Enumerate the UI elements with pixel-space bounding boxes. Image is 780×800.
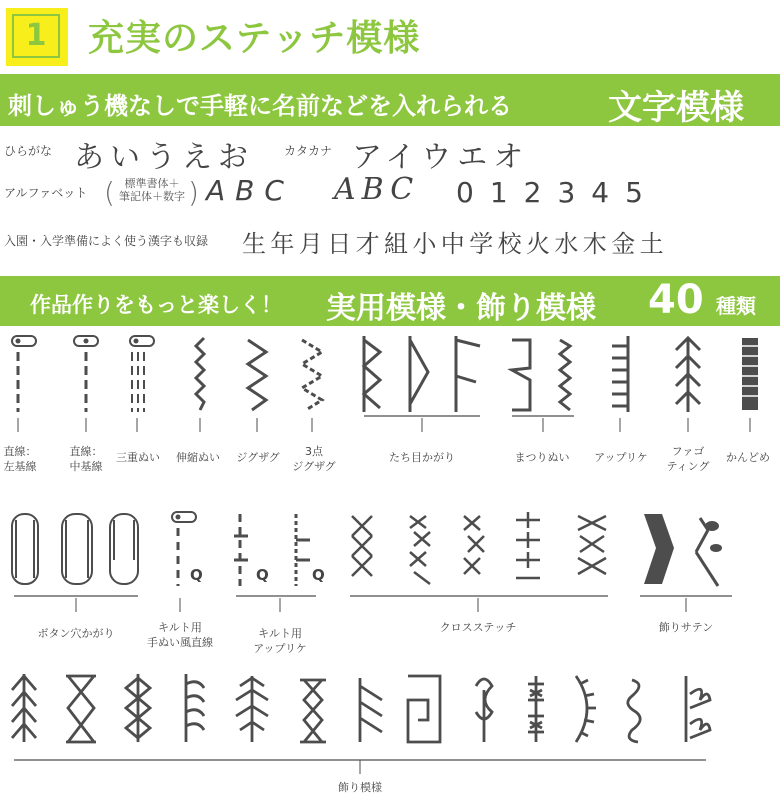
caption-quilt-applique-2: アップリケ <box>253 642 307 655</box>
letters-banner-emphasis: 文字模様 <box>608 88 744 128</box>
decorative-satin-stitch-icon <box>640 514 732 596</box>
digit-samples: 012345 <box>456 176 659 209</box>
hiragana-sample: あいうえお <box>74 140 254 175</box>
cross-stitch-icon <box>350 512 608 596</box>
straight-left-stitch-icon <box>12 336 36 412</box>
row1-ticks <box>18 418 750 432</box>
quilt-applique-q-mark-1: Q <box>256 566 269 584</box>
alphabet-script: ABC <box>334 172 420 207</box>
kanji-sample: 生年月日才組小中学校火水木金土 <box>242 230 668 258</box>
caption-quilt-hand-2: 手ぬい風直線 <box>147 636 213 649</box>
caption-zigzag: ジグザグ <box>236 451 280 464</box>
caption-straight-left-1: 直線： <box>3 445 37 458</box>
applique-stitch-icon <box>612 336 628 412</box>
caption-three-point <box>292 444 335 474</box>
quilt-applique-q-mark-2: Q <box>312 566 325 584</box>
caption-fagoting-2: ティング <box>666 460 710 473</box>
caption-fagoting-1: ファゴ <box>671 445 705 458</box>
caption-straight-center-2: 中基線 <box>69 460 103 473</box>
blind-stitch-icon <box>512 340 574 416</box>
caption-decorative: 飾り模様 <box>338 781 382 794</box>
section-number: 1 <box>12 14 60 58</box>
caption-straight-center <box>70 444 103 474</box>
caption-cross: クロスステッチ <box>439 621 517 634</box>
caption-overcast: たち目かがり <box>389 451 455 464</box>
alphabet-note-line2: 筆記体＋数字 <box>119 190 185 203</box>
caption-buttonhole: ボタン穴かがり <box>37 627 115 640</box>
caption-quilt-hand <box>147 620 213 650</box>
caption-straight-center-1: 直線： <box>69 445 103 458</box>
patterns-banner-text: 作品作りをもっと楽しく！ <box>30 293 282 317</box>
alphabet-standard: ABC <box>206 174 294 207</box>
caption-fagoting <box>667 444 710 474</box>
caption-eyelet: かんどめ <box>726 451 770 464</box>
row2-ticks <box>76 598 686 612</box>
overcast-stitch-icon <box>364 336 480 416</box>
paren-open: ( <box>104 176 115 209</box>
letters-banner-text: 刺しゅう機なしで手軽に名前などを入れられる <box>8 92 512 120</box>
zigzag-stitch-icon <box>248 340 266 410</box>
caption-three-point-1: 3点 <box>305 445 323 458</box>
katakana-sample: アイウエオ <box>352 140 530 175</box>
alphabet-note-line1: 標準書体＋ <box>124 177 180 190</box>
patterns-count: 40 <box>648 277 704 323</box>
caption-stretch: 伸縮ぬい <box>176 451 220 464</box>
quilt-hand-q-mark: Q <box>190 566 203 584</box>
quilt-applique-stitch-icon <box>234 514 316 596</box>
hiragana-label: ひらがな <box>4 144 53 158</box>
caption-blind: まつりぬい <box>514 451 570 464</box>
buttonhole-stitch-icon <box>12 514 138 596</box>
bartack-stitch-icon <box>742 338 758 410</box>
patterns-banner-emphasis: 実用模様・飾り模様 <box>326 291 596 326</box>
katakana-label: カタカナ <box>284 144 333 158</box>
caption-applique: アップリケ <box>594 451 648 464</box>
alphabet-label: アルファベット <box>4 186 88 200</box>
fagoting-stitch-icon <box>676 338 700 412</box>
caption-quilt-applique-1: キルト用 <box>258 627 302 640</box>
patterns-unit: 種類 <box>716 294 756 318</box>
caption-quilt-applique <box>253 626 307 656</box>
stretch-stitch-icon <box>196 338 204 410</box>
caption-triple: 三重ぬい <box>116 451 160 464</box>
caption-quilt-hand-1: キルト用 <box>158 621 202 634</box>
decorative-patterns-icon <box>12 674 710 774</box>
caption-satin: 飾りサテン <box>658 621 714 634</box>
triple-stitch-icon <box>130 336 154 412</box>
straight-center-stitch-icon <box>74 336 98 412</box>
caption-straight-left-2: 左基線 <box>3 460 37 473</box>
three-point-zigzag-icon <box>302 340 322 410</box>
caption-straight-left <box>4 444 37 474</box>
paren-close: ) <box>188 176 199 209</box>
kanji-label: 入園・入学準備によく使う漢字も収録 <box>4 234 209 248</box>
caption-three-point-2: ジグザグ <box>292 460 336 473</box>
page-title: 充実のステッチ模様 <box>88 18 421 59</box>
